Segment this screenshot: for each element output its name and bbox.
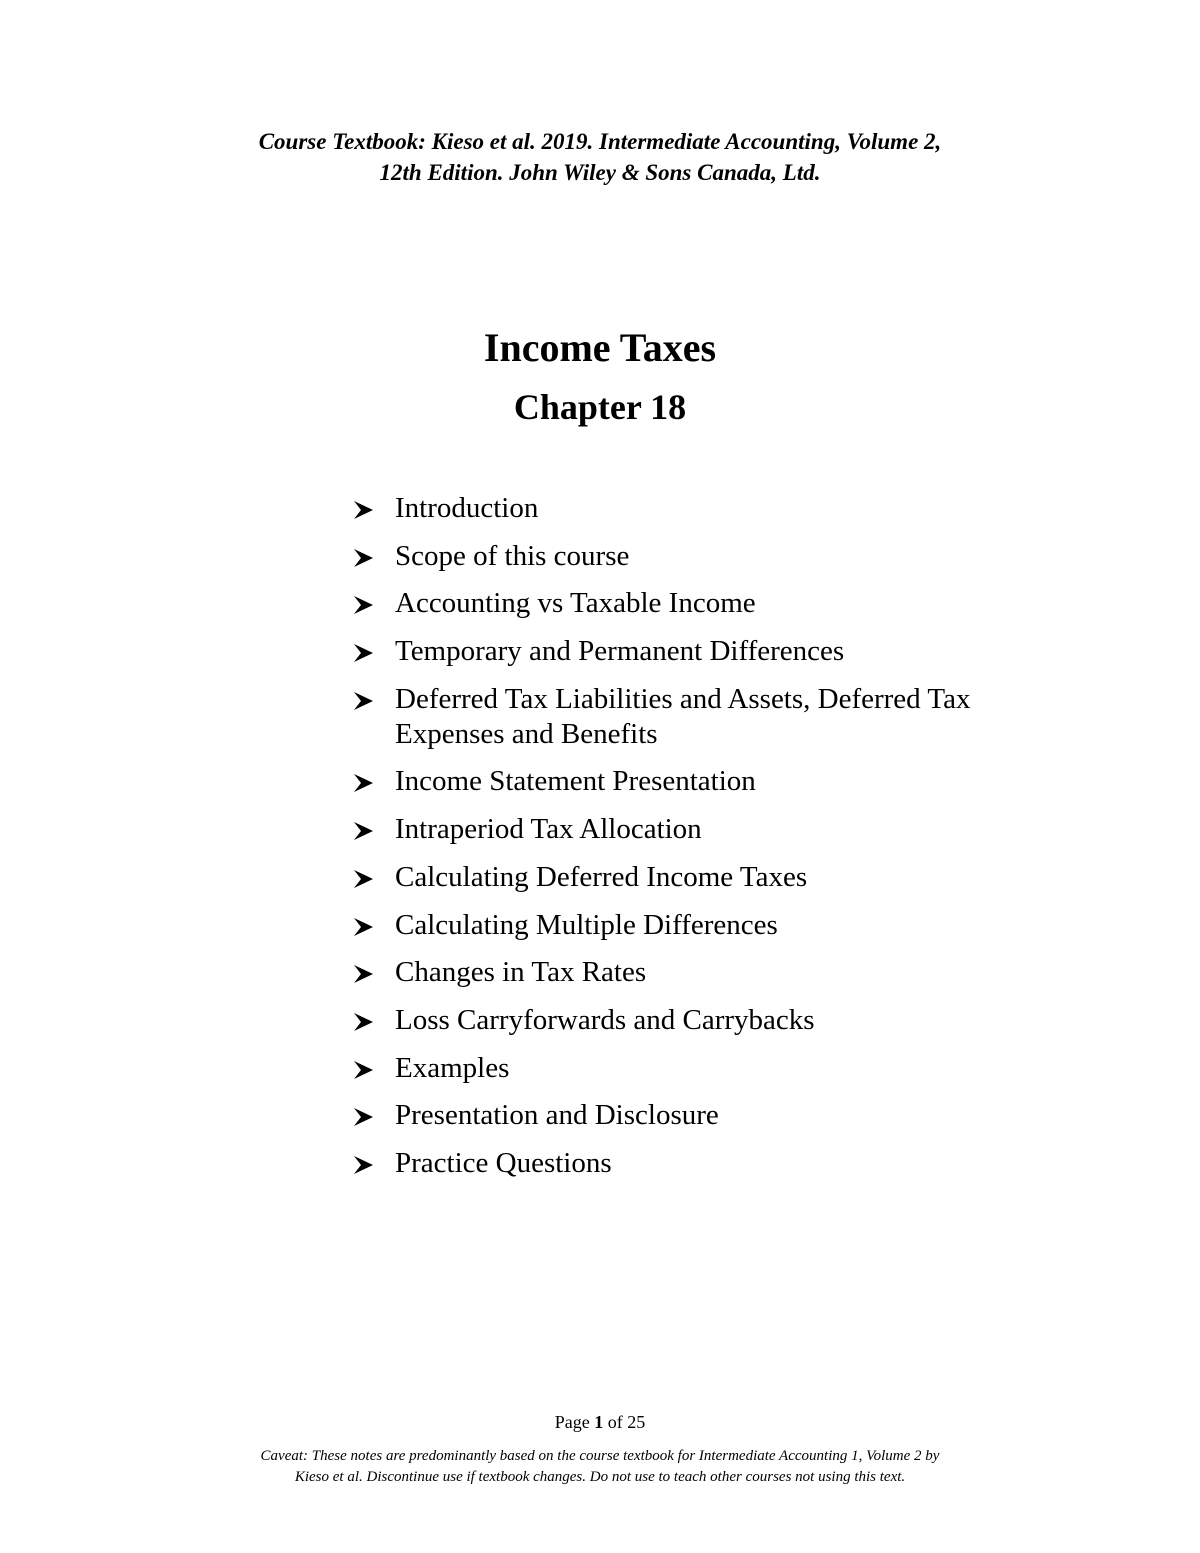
arrowhead-bullet-icon [352, 821, 374, 841]
textbook-citation [0, 126, 1200, 188]
list-item-label: Accounting vs Taxable Income [395, 587, 756, 620]
list-item [352, 491, 1032, 526]
page-number [0, 1410, 1200, 1434]
list-item [352, 860, 1032, 895]
list-item-label: Calculating Deferred Income Taxes [395, 860, 808, 893]
arrowhead-bullet-icon [352, 964, 374, 984]
list-item [352, 908, 1032, 943]
list-item [352, 1098, 1032, 1133]
chapter-subtitle: Chapter 18 [513, 387, 687, 427]
arrowhead-bullet-icon [352, 1107, 374, 1127]
list-item [352, 1051, 1032, 1086]
arrowhead-bullet-icon [352, 917, 374, 937]
page-title: Income Taxes [483, 325, 717, 370]
list-item [352, 955, 1032, 990]
arrowhead-bullet-icon [352, 773, 374, 793]
caveat-line-1: Caveat: These notes are predominantly based on the course textbook for Intermediate Accounting 1, Volume 2 by [260, 1448, 940, 1464]
list-item [352, 682, 1032, 752]
list-item-label: Temporary and Permanent Differences [395, 635, 845, 668]
arrowhead-bullet-icon [352, 595, 374, 615]
page-of: of [607, 1412, 623, 1432]
arrowhead-bullet-icon [352, 1060, 374, 1080]
list-item-label: Introduction [395, 492, 539, 524]
citation-line-1: Course Textbook: Kieso et al. 2019. Intermediate Accounting, Volume 2, [258, 129, 942, 154]
list-item [352, 1146, 1032, 1181]
arrowhead-bullet-icon [352, 1155, 374, 1175]
page-total: 25 [627, 1412, 646, 1432]
caveat-line-2: Kieso et al. Discontinue use if textbook changes. Do not use to teach other courses not using this text. [294, 1469, 906, 1485]
arrowhead-bullet-icon [352, 548, 374, 568]
arrowhead-bullet-icon [352, 643, 374, 663]
list-item-label: Income Statement Presentation [395, 765, 756, 798]
list-item-label: Presentation and Disclosure [395, 1099, 719, 1132]
list-item-label: Practice Questions [395, 1146, 612, 1179]
citation-line-2: 12th Edition. John Wiley & Sons Canada, Ltd. [379, 160, 821, 185]
list-item-label: Deferred Tax Liabilities and Assets, Deferred Tax Expenses and Benefits [395, 682, 971, 750]
arrowhead-bullet-icon [352, 869, 374, 889]
list-item-label: Calculating Multiple Differences [395, 908, 778, 941]
page-prefix: Page [554, 1412, 590, 1432]
list-item [352, 539, 1032, 574]
list-item [352, 1003, 1032, 1038]
list-item-label: Changes in Tax Rates [395, 956, 647, 989]
topic-list [352, 491, 1032, 1194]
list-item [352, 812, 1032, 847]
list-item [352, 634, 1032, 669]
list-item-label: Intraperiod Tax Allocation [395, 813, 702, 846]
page-current: 1 [594, 1412, 604, 1432]
list-item-label: Examples [395, 1051, 510, 1084]
list-item [352, 764, 1032, 799]
arrowhead-bullet-icon [352, 500, 374, 520]
arrowhead-bullet-icon [352, 691, 374, 711]
list-item [352, 586, 1032, 621]
caveat-note [180, 1446, 1020, 1488]
arrowhead-bullet-icon [352, 1012, 374, 1032]
list-item-label: Loss Carryforwards and Carrybacks [395, 1003, 815, 1036]
list-item-label: Scope of this course [395, 539, 630, 572]
